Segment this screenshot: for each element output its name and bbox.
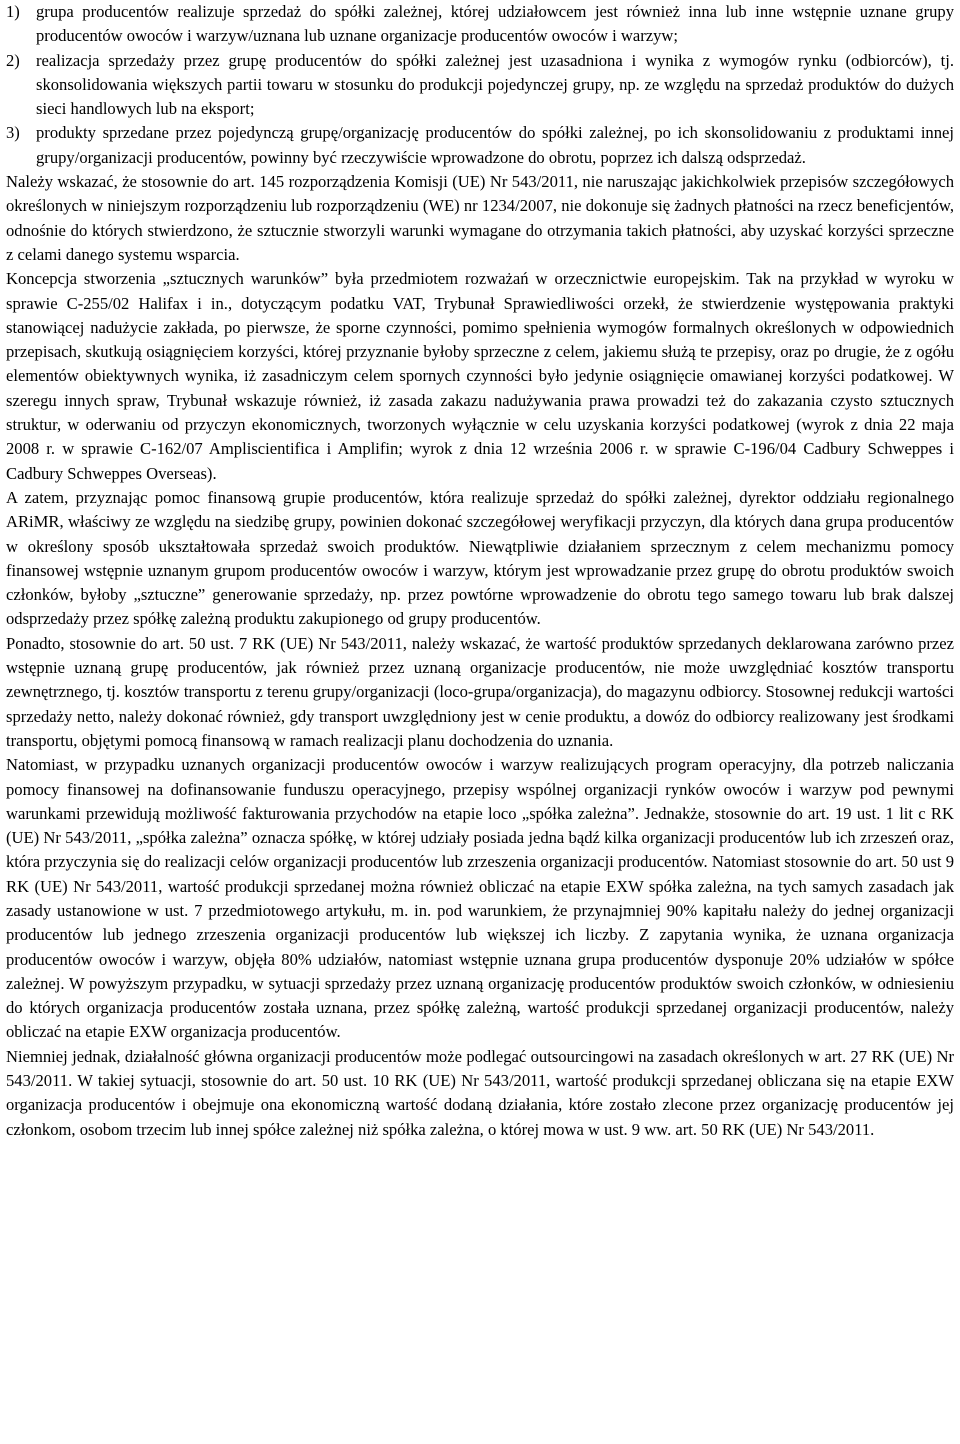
document-page — [6, 0, 954, 1142]
list-item-text: realizacja sprzedaży przez grupę producentów do spółki zależnej jest uzasadniona i wynika z wymogów rynku (odbiorców), tj. skonsolidowania większych partii towaru w stosunku do produkcji pojedynczej grupy, np. ze względu na sprzedaż produktów do dużych sieci handlowych lub na eksport; — [36, 50, 954, 119]
list-item-3 — [6, 121, 954, 170]
list-number: 1) — [6, 2, 20, 21]
list-item-1 — [6, 0, 954, 49]
paragraph-outsourcing: Niemniej jednak, działalność główna organizacji producentów może podlegać outsourcingowi na zasadach określonych w art. 27 RK (UE) Nr 543/2011. W takiej sytuacji, stosownie do art. 50 ust. 10 RK (UE) Nr 543/2011, wartość produkcji sprzedanej obliczana się na etapie EXW organizacja producentów i obejmuje ona ekonomiczną wartość dodaną działania, które zostało zlecone przez organizację producentów jej członkom, osobom trzecim lub innej spółce zależnej niż spółka zależna, o której mowa w ust. 9 ww. art. 50 RK (UE) Nr 543/2011. — [6, 1046, 954, 1139]
paragraph-subsidiary-exw: Natomiast, w przypadku uznanych organizacji producentów owoców i warzyw realizujących program operacyjny, dla potrzeb naliczania pomocy finansowej na dofinansowanie funduszu operacyjnego, przepisy wspólnej organizacji rynków owoców i warzyw pod pewnymi warunkami przewidują możliwość fakturowania przychodów na etapie loco „spółka zależna”. Jednakże, stosownie do art. 19 ust. 1 lit c RK (UE) Nr 543/2011, „spółka zależna” oznacza spółkę, w której udziały posiada jedna bądź kilka organizacji producentów lub ich zrzeszeń oraz, która przyczynia się do realizacji celów organizacji producentów lub zrzeszenia organizacji producentów. Natomiast stosownie do art. 50 ust 9 RK (UE) Nr 543/2011, wartość produkcji sprzedanej można również obliczać na etapie EXW spółka zależna, na tych samych zasadach jak zasady ustanowione w ust. 7 przedmiotowego artykułu, m. in. pod warunkiem, że przynajmniej 90% kapitału należy do jednej organizacji producentów lub jednego zrzeszenia organizacji producentów lub większej ich liczby. Z zapytania wynika, że uznana organizacja producentów owoców i warzyw, objęła 80% udziałów, natomiast wstępnie uznana grupa producentów dysponuje 20% udziałów w spółce zależnej. W powyższym przypadku, w sytuacji sprzedaży przez uznaną organizację producentów produktów swoich członków, w odniesieniu do których organizacja producentów została uznana, przez spółkę zależną, wartość produkcji sprzedanej organizacji producentów, należy obliczać na etapie EXW organizacja producentów. — [6, 755, 954, 1042]
paragraph-artificial-conditions: Koncepcja stworzenia „sztucznych warunków” była przedmiotem rozważań w orzecznictwie europejskim. Tak na przykład w wyroku w sprawie C-255/02 Halifax i in., dotyczącym podatku VAT, Trybunał Sprawiedliwości orzekł, że stwierdzenie występowania praktyki stanowiącej nadużycie zakłada, po pierwsze, że sporne czynności, pomimo spełnienia wymogów formalnych określonych w odpowiednich przepisach, skutkują osiągnięciem korzyści, której przyznanie byłoby sprzeczne z celem, jakiemu służą te przepisy, oraz po drugie, że z ogółu elementów obiektywnych wynika, iż zasadniczym celem spornych czynności było jedynie osiągnięcie omawianej korzyści podatkowej. W szeregu innych spraw, Trybunał wskazuje również, iż zasada zakazu nadużywania prawa prowadzi też do zakazania czysto sztucznych struktur, w oderwaniu od przyczyn ekonomicznych, tworzonych wyłącznie w celu uzyskania korzyści podatkowej (wyrok z dnia 22 maja 2008 r. w sprawie C-162/07 Ampliscientifica i Amplifin; wyrok z dnia 12 września 2006 r. w sprawie C-196/04 Cadbury Schweppes i Cadbury Schweppes Overseas). — [6, 269, 954, 483]
paragraph-transport-costs: Ponadto, stosownie do art. 50 ust. 7 RK (UE) Nr 543/2011, należy wskazać, że wartość produktów sprzedanych deklarowana zarówno przez wstępnie uznaną grupę producentów, jak również przez uznaną organizacje producentów, nie może uwzględniać kosztów transportu zewnętrznego, tj. kosztów transportu z terenu grupy/organizacji (loco-grupa/organizacja), do magazynu odbiorcy. Stosownej redukcji wartości sprzedaży netto, należy dokonać również, gdy transport uwzględniony jest w cenie produktu, a dowóz do odbiorcy realizowany jest środkami transportu, objętymi pomocą finansową w ramach realizacji planu dochodzenia do uznania. — [6, 633, 954, 750]
list-item-2 — [6, 49, 954, 122]
list-item-text: produkty sprzedane przez pojedynczą grupę/organizację producentów do spółki zależnej, po ich skonsolidowaniu z produktami innej grupy/organizacji producentów, powinny być rzeczywiście wprowadzone do obrotu, poprzez ich dalszą odsprzedaż. — [36, 123, 954, 167]
list-item-text: grupa producentów realizuje sprzedaż do spółki zależnej, której udziałowcem jest również inna lub inne wstępnie uznane grupy producentów owoców i warzyw/uznana lub uznane organizacje producentów owoców i warzyw; — [36, 2, 954, 46]
list-number: 2) — [6, 50, 20, 70]
list-number: 3) — [6, 123, 20, 143]
paragraph-arimr-verification: A zatem, przyznając pomoc finansową grupie producentów, która realizuje sprzedaż do spółki zależnej, dyrektor oddziału regionalnego ARiMR, właściwy ze względu na siedzibę grupy, powinien dokonać szczegółowej weryfikacji przyczyn, dla których dana grupa producentów w określony sposób ukształtowała sprzedaż swoich produktów. Niewątpliwie działaniem sprzecznym z celem mechanizmu pomocy finansowej wstępnie uznanym grupom producentów owoców i warzyw, którym jest wprowadzanie przez grupę do obrotu produktów swoich członków, byłoby „sztuczne” generowanie sprzedaży, np. przez powtórne wprowadzenie do obrotu tego samego towaru lub brak dalszej odsprzedaży przez spółkę zależną produktu zakupionego od grupy producentów. — [6, 487, 954, 629]
paragraph-art-145: Należy wskazać, że stosownie do art. 145 rozporządzenia Komisji (UE) Nr 543/2011, nie naruszając jakichkolwiek przepisów szczegółowych określonych w niniejszym rozporządzeniu lub rozporządzeniu (WE) nr 1234/2007, nie dokonuje się żadnych płatności na rzecz beneficjentów, odnośnie do których stwierdzono, że sztucznie stworzyli warunki wymagane do otrzymania takich płatności, aby uzyskać korzyści sprzeczne z celami danego systemu wsparcia. — [6, 172, 954, 264]
